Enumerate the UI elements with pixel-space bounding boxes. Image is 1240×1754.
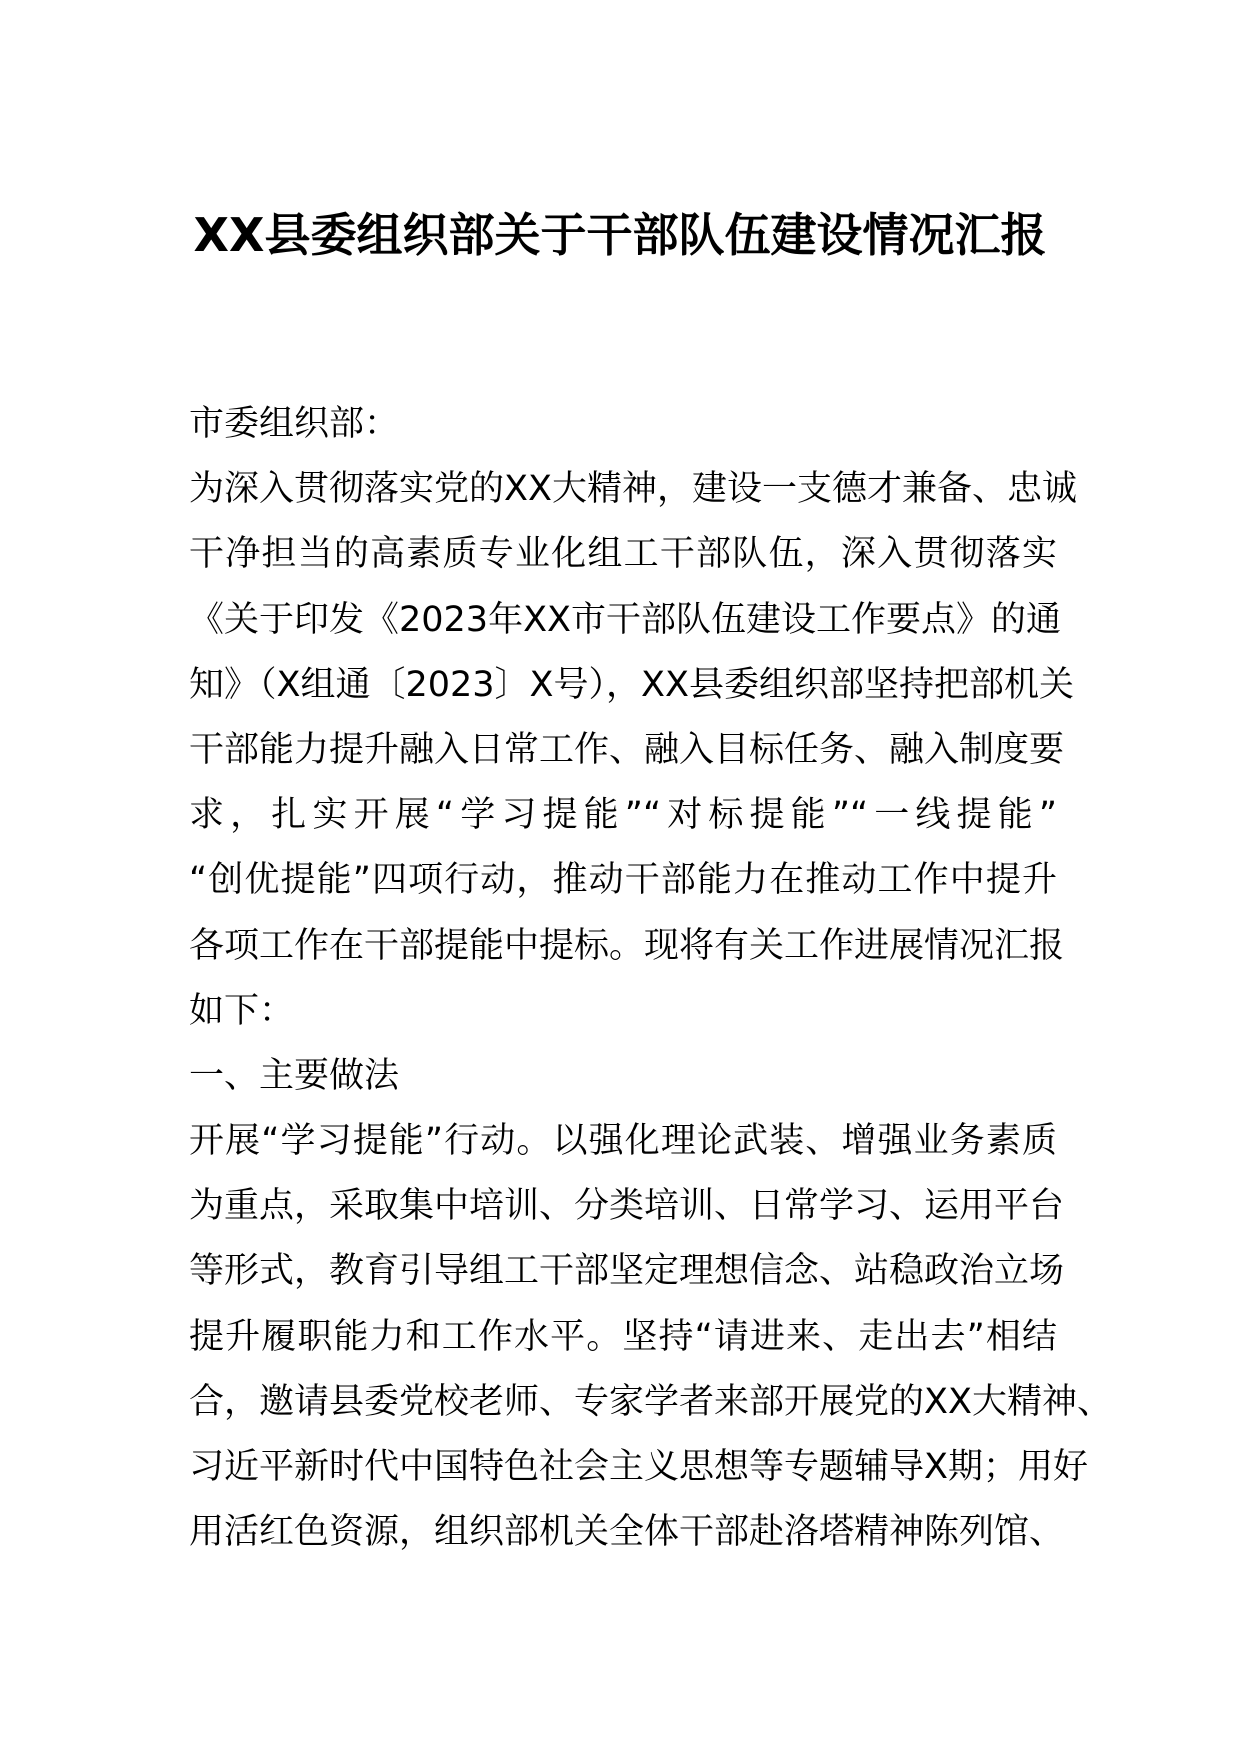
paragraph-line: 为深入贯彻落实党的XX大精神，建设一支德才兼备、忠诚 bbox=[189, 469, 1077, 510]
paragraph-line: 《关于印发《2023年XX市干部队伍建设工作要点》的通 bbox=[189, 599, 1062, 640]
document-body bbox=[189, 392, 1112, 1565]
paragraph-line: 干部能力提升融入日常工作、融入目标任务、融入制度要 bbox=[189, 729, 1065, 770]
paragraph-line: 各项工作在干部提能中提标。现将有关工作进展情况汇报 bbox=[189, 925, 1065, 966]
paragraph-line: 开展“学习提能”行动。以强化理论武装、增强业务素质 bbox=[189, 1121, 1057, 1162]
paragraph-line: 干净担当的高素质专业化组工干部队伍，深入贯彻落实 bbox=[189, 534, 1057, 575]
paragraph-line: 知》（X组通〔2023〕X号），XX县委组织部坚持把部机关 bbox=[189, 664, 1074, 705]
document-title: XX县委组织部关于干部队伍建设情况汇报 bbox=[193, 208, 1047, 262]
paragraph-line: “创优提能”四项行动，推动干部能力在推动工作中提升 bbox=[189, 860, 1057, 901]
paragraph-line: 合，邀请县委党校老师、专家学者来部开展党的XX大精神、 bbox=[189, 1381, 1112, 1422]
paragraph-line: 用活红色资源，组织部机关全体干部赴洛塔精神陈列馆、 bbox=[189, 1512, 1065, 1553]
paragraph-line: 如下： bbox=[189, 990, 295, 1031]
paragraph-line: 等形式，教育引导组工干部坚定理想信念、站稳政治立场 bbox=[189, 1251, 1065, 1292]
paragraph-line: 习近平新时代中国特色社会主义思想等专题辅导X期；用好 bbox=[189, 1447, 1088, 1487]
paragraph-line: 市委组织部： bbox=[189, 404, 400, 444]
paragraph-line: 一、主要做法 bbox=[189, 1055, 400, 1096]
paragraph-line: 提升履职能力和工作水平。坚持“请进来、走出去”相结 bbox=[189, 1316, 1057, 1357]
paragraph-line: 为重点，采取集中培训、分类培训、日常学习、运用平台 bbox=[189, 1186, 1065, 1227]
paragraph-line: 求，扎实开展“学习提能”“对标提能”“一线提能” bbox=[189, 795, 1057, 836]
